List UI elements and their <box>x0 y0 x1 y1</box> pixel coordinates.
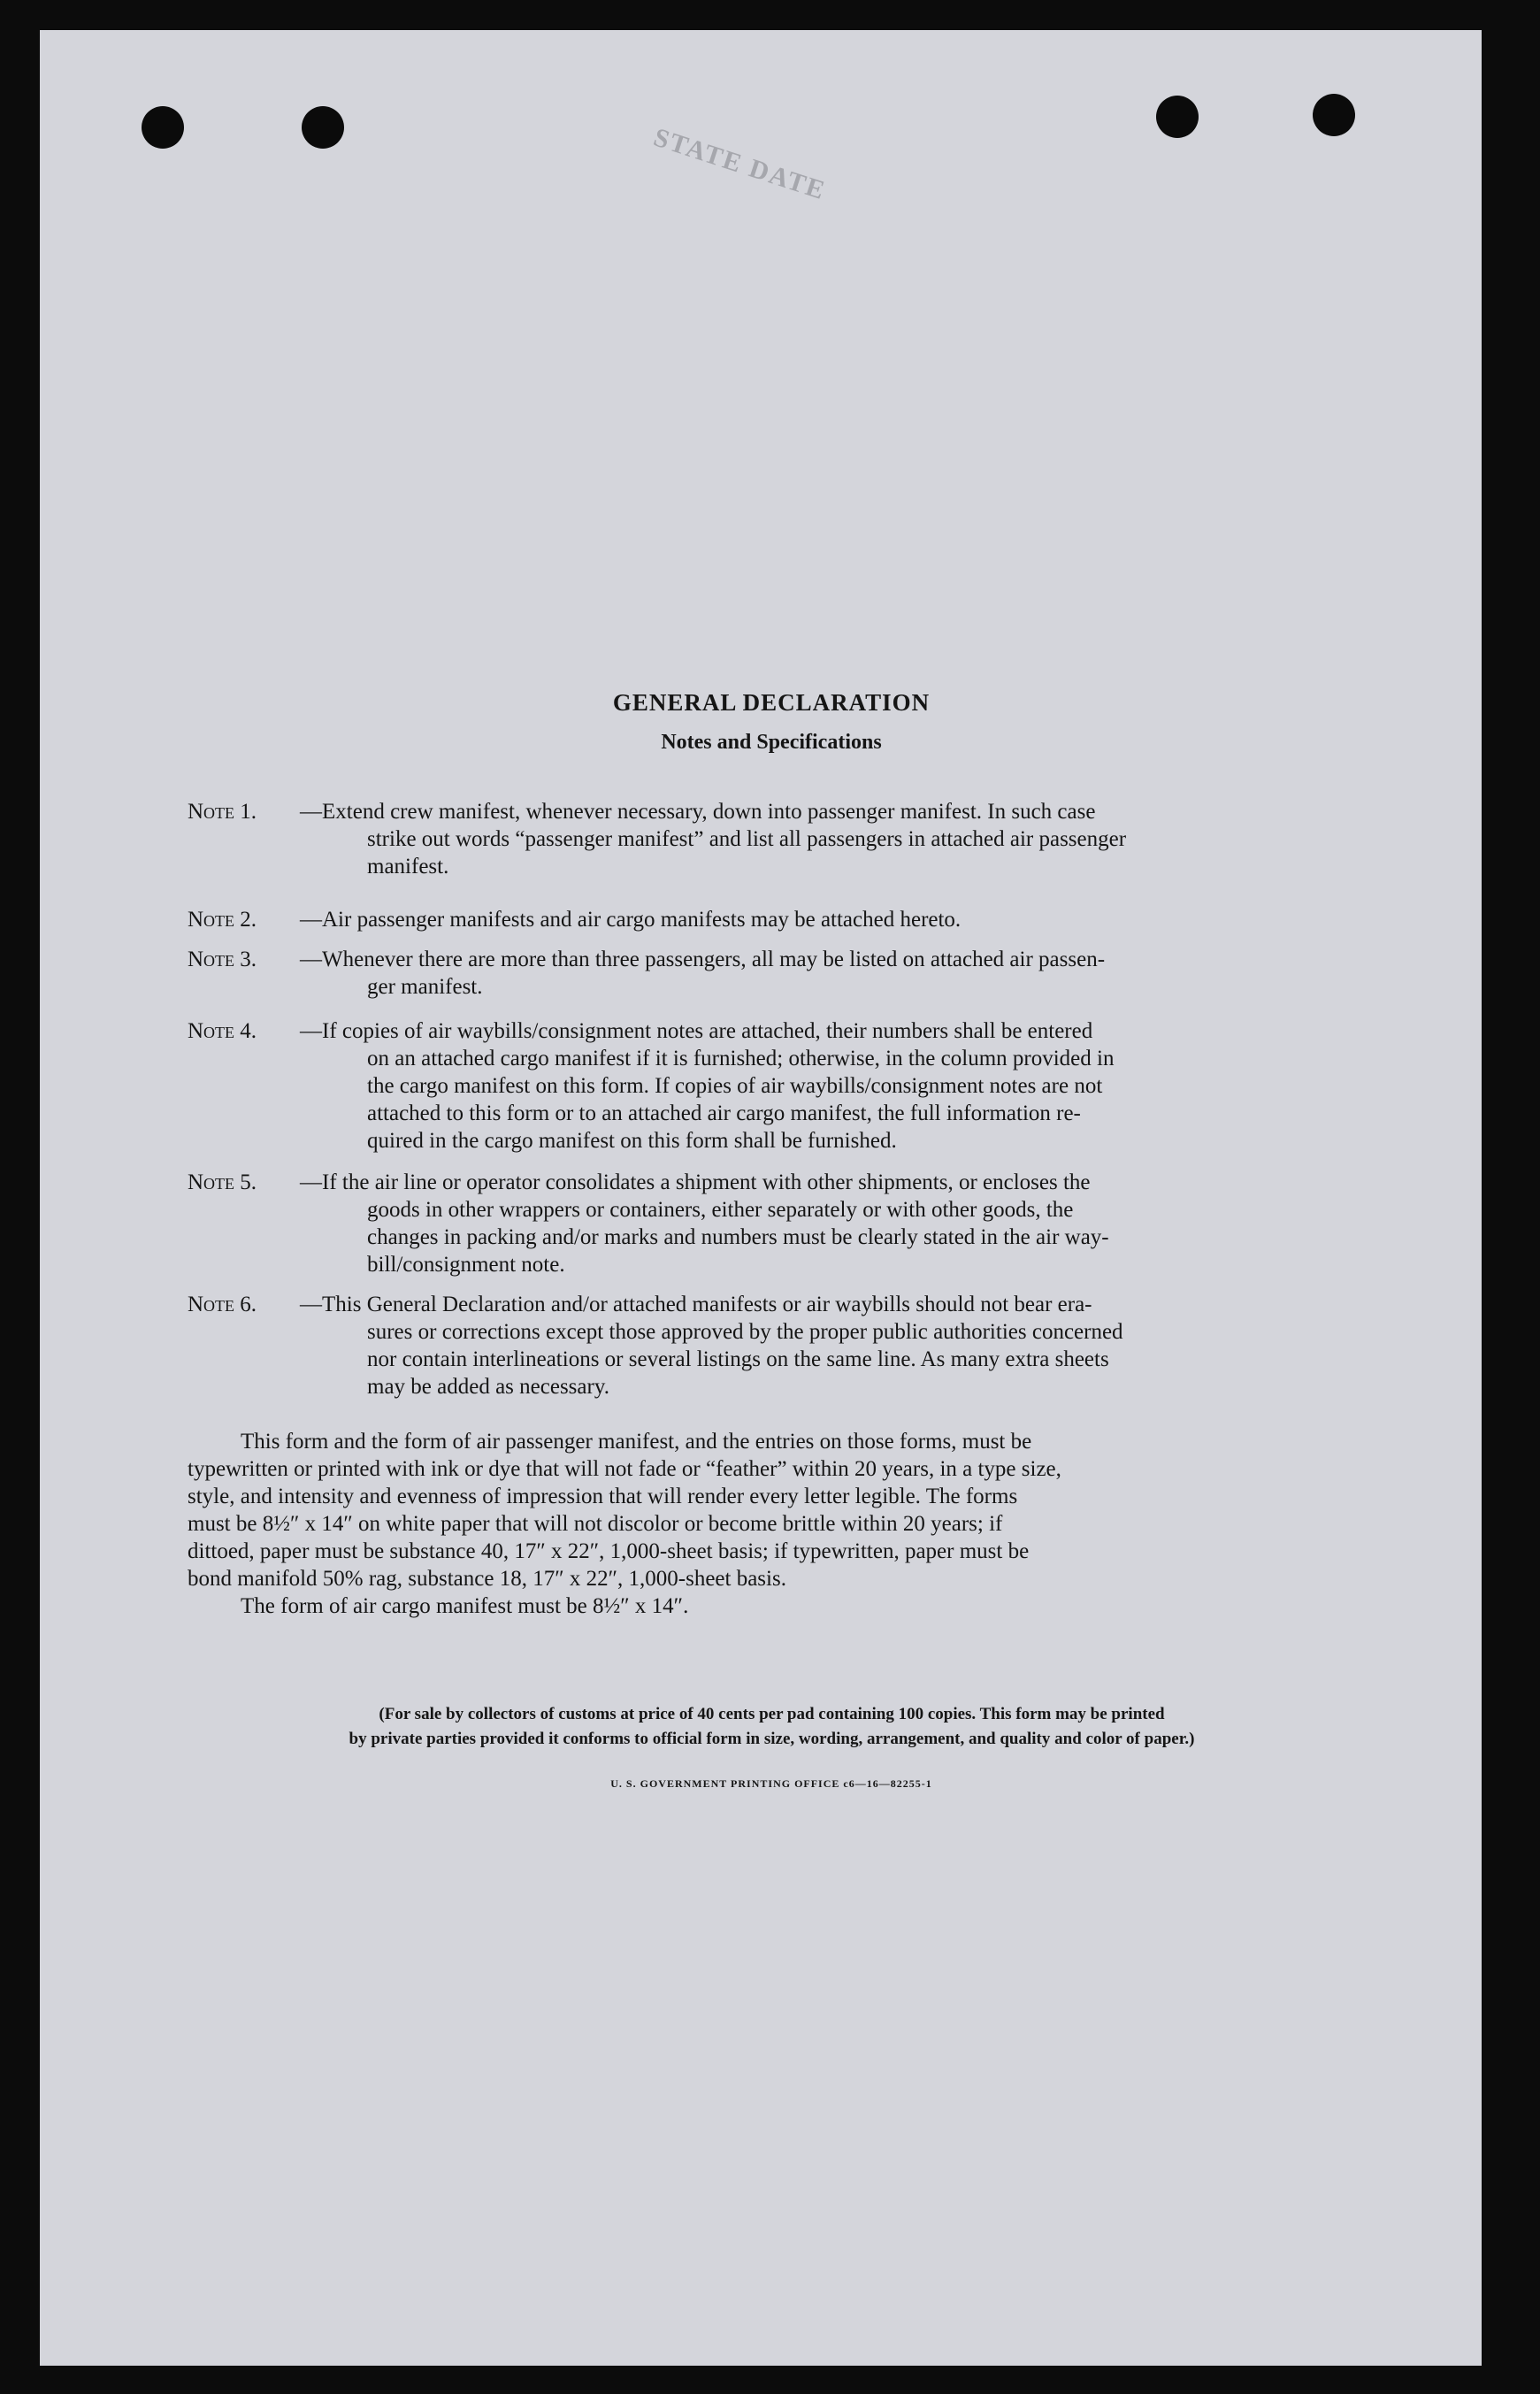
note-line: —Air passenger manifests and air cargo manifests may be attached hereto. <box>300 908 962 932</box>
note-label: Note 1. <box>188 800 257 824</box>
note-label: Note 4. <box>188 1019 257 1043</box>
paragraph-line: typewritten or printed with ink or dye that will not fade or “feather” within 20 years, in a type size, <box>188 1457 1061 1481</box>
paragraph-line: must be 8½″ x 14″ on white paper that will not discolor or become brittle within 20 years; if <box>188 1512 1003 1536</box>
note-2 <box>188 906 1355 933</box>
document-page <box>40 30 1482 2366</box>
note-line: on an attached cargo manifest if it is furnished; otherwise, in the column provided in <box>367 1047 1115 1070</box>
document-title: GENERAL DECLARATION <box>612 689 931 716</box>
note-line: strike out words “passenger manifest” and list all passengers in attached air passenger <box>367 827 1127 851</box>
note-line: may be added as necessary. <box>367 1375 609 1399</box>
punch-hole <box>1313 94 1355 136</box>
note-line: quired in the cargo manifest on this form shall be furnished. <box>367 1129 897 1153</box>
note-line: attached to this form or to an attached air cargo manifest, the full information re- <box>367 1101 1081 1125</box>
note-line: nor contain interlineations or several listings on the same line. As many extra sheets <box>367 1347 1109 1371</box>
note-6 <box>188 1291 1355 1400</box>
note-line: —If copies of air waybills/consignment notes are attached, their numbers shall be entered <box>300 1019 1093 1043</box>
sale-line: by private parties provided it conforms to official form in size, wording, arrangement, and quality and color of paper.) <box>349 1730 1195 1748</box>
punch-hole <box>1156 96 1199 138</box>
paragraph-line: The form of air cargo manifest must be 8½″ x 14″. <box>241 1594 689 1618</box>
faint-stamp: STATE DATE <box>650 122 830 206</box>
paragraph-line: This form and the form of air passenger manifest, and the entries on those forms, must be <box>241 1430 1032 1454</box>
note-4 <box>188 1017 1355 1155</box>
note-line: ger manifest. <box>367 975 483 999</box>
punch-hole <box>302 106 344 149</box>
note-line: manifest. <box>367 855 449 879</box>
note-line: sures or corrections except those approved by the proper public authorities concerned <box>367 1320 1123 1344</box>
note-line: bill/consignment note. <box>367 1253 565 1277</box>
note-3 <box>188 946 1355 1001</box>
specification-paragraph <box>188 1428 1355 1620</box>
note-label: Note 2. <box>188 908 257 932</box>
note-line: —Whenever there are more than three passengers, all may be listed on attached air passen- <box>300 948 1106 971</box>
note-line: —If the air line or operator consolidates a shipment with other shipments, or encloses the <box>300 1170 1091 1194</box>
note-line: —This General Declaration and/or attached manifests or air waybills should not bear era- <box>300 1293 1092 1316</box>
paragraph-line: dittoed, paper must be substance 40, 17″ x 22″, 1,000-sheet basis; if typewritten, paper must be <box>188 1539 1030 1563</box>
note-line: the cargo manifest on this form. If copies of air waybills/consignment notes are not <box>367 1074 1103 1098</box>
note-label: Note 5. <box>188 1170 257 1194</box>
note-line: —Extend crew manifest, whenever necessary, down into passenger manifest. In such case <box>300 800 1096 824</box>
note-label: Note 3. <box>188 948 257 971</box>
note-line: changes in packing and/or marks and numbers must be clearly stated in the air way- <box>367 1225 1109 1249</box>
note-line: goods in other wrappers or containers, either separately or with other goods, the <box>367 1198 1074 1222</box>
paragraph-line: bond manifold 50% rag, substance 18, 17″ x 22″, 1,000-sheet basis. <box>188 1567 786 1591</box>
sale-notice <box>186 1702 1358 1752</box>
punch-hole <box>142 106 184 149</box>
printer-imprint: U. S. GOVERNMENT PRINTING OFFICE c6—16—82255-1 <box>610 1777 932 1790</box>
sale-line: (For sale by collectors of customs at price of 40 cents per pad containing 100 copies. This form may be printed <box>379 1705 1165 1723</box>
note-5 <box>188 1169 1355 1278</box>
note-label: Note 6. <box>188 1293 257 1316</box>
document-subtitle: Notes and Specifications <box>661 731 882 754</box>
paragraph-line: style, and intensity and evenness of impression that will render every letter legible. The forms <box>188 1485 1018 1508</box>
note-1 <box>188 798 1355 880</box>
